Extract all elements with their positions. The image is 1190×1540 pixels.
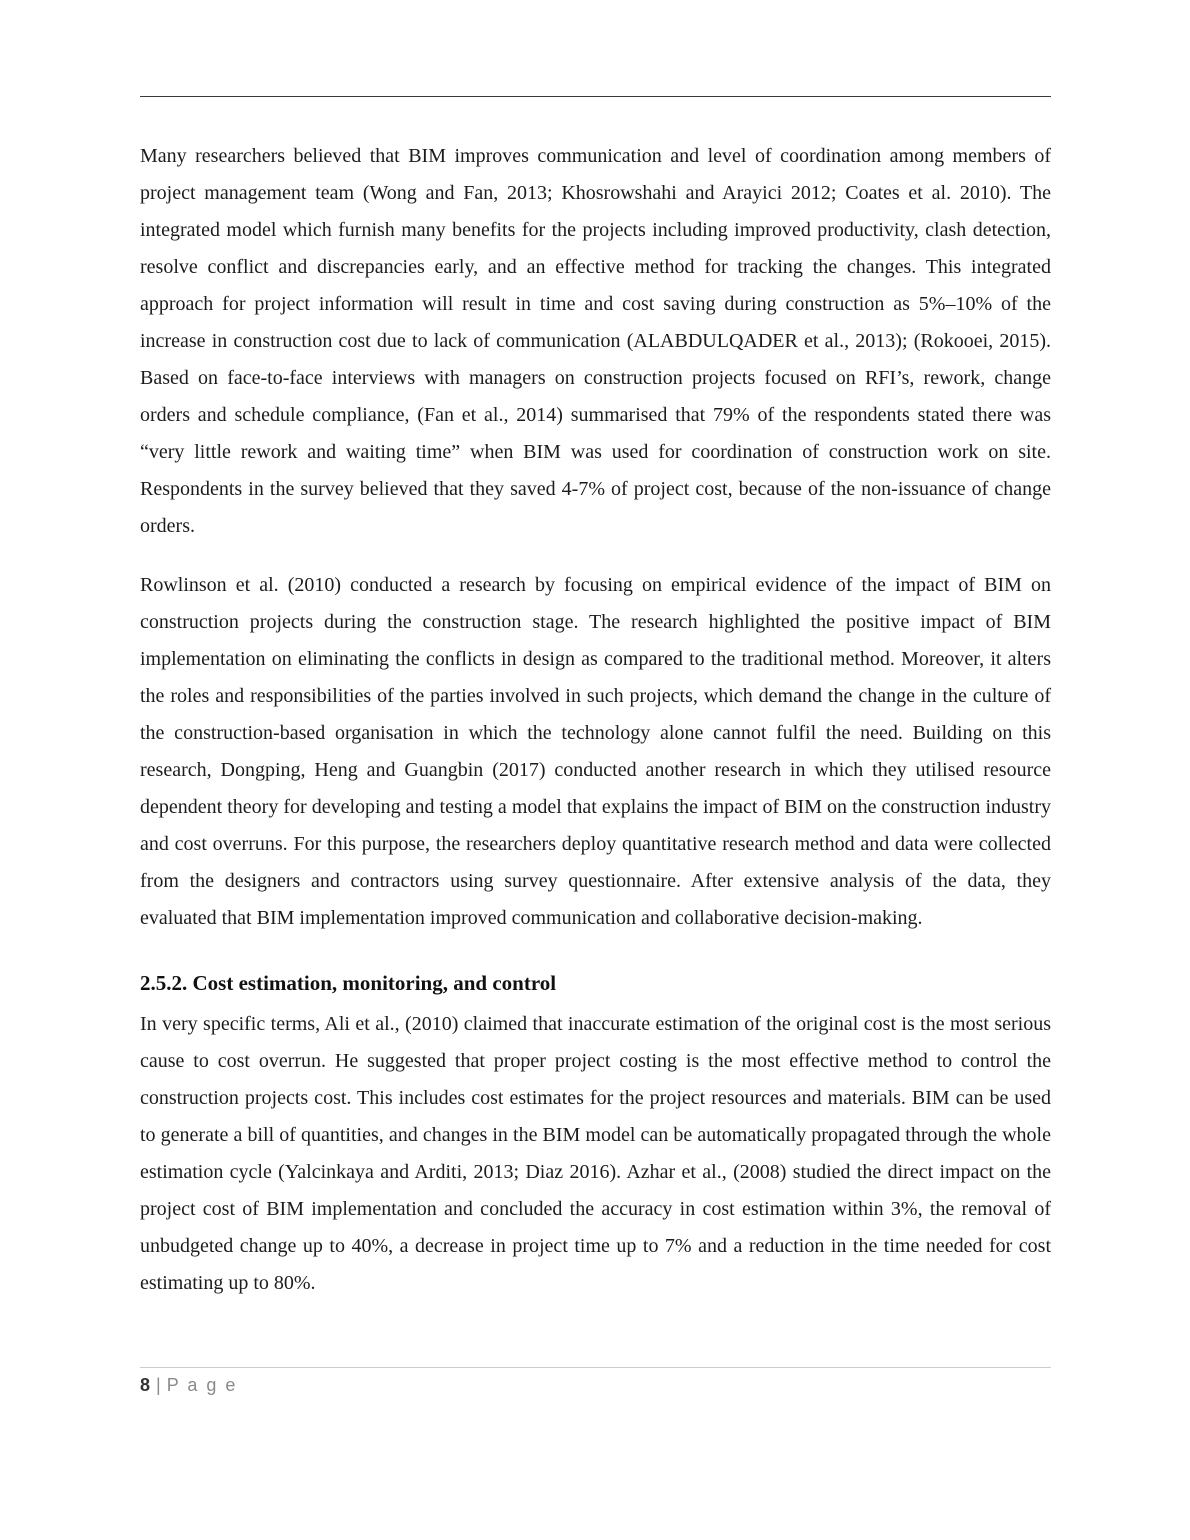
footer-separator: | xyxy=(156,1375,161,1395)
paragraph-cost-estimation: In very specific terms, Ali et al., (2010) claimed that inaccurate estimation of the original cost is the most serious cause to cost overrun. He suggested that proper project costing is the most effective method to control the construction projects cost. This includes cost estimates for the project resources and materials. BIM can be used to generate a bill of quantities, and changes in the BIM model can be automatically propagated through the whole estimation cycle (Yalcinkaya and Arditi, 2013; Diaz 2016). Azhar et al., (2008) studied the direct impact on the project cost of BIM implementation and concluded the accuracy in cost estimation within 3%, the removal of unbudgeted change up to 40%, a decrease in project time up to 7% and a reduction in the time needed for cost estimating up to 80%. xyxy=(140,1013,1051,1294)
paragraph-bim-communication: Many researchers believed that BIM improves communication and level of coordination among members of project management team (Wong and Fan, 2013; Khosrowshahi and Arayici 2012; Coates et al. 2010). The integrated model which furnish many benefits for the projects including improved productivity, clash detection, resolve conflict and discrepancies early, and an effective method for tracking the changes. This integrated approach for project information will result in time and cost saving during construction as 5%–10% of the increase in construction cost due to lack of communication (ALABDULQADER et al., 2013); (Rokooei, 2015). Based on face-to-face interviews with managers on construction projects focused on RFI’s, rework, change orders and schedule compliance, (Fan et al., 2014) summarised that 79% of the respondents stated there was “very little rework and waiting time” when BIM was used for coordination of construction work on site. Respondents in the survey believed that they saved 4-7% of project cost, because of the non-issuance of change orders. xyxy=(140,145,1051,537)
footer-rule xyxy=(140,1367,1051,1368)
page-footer xyxy=(140,1367,1051,1396)
page-number: 8 xyxy=(140,1375,151,1395)
page-content xyxy=(140,138,1051,1324)
header-rule xyxy=(140,96,1051,97)
paragraph-rowlinson-research: Rowlinson et al. (2010) conducted a research by focusing on empirical evidence of the impact of BIM on construction projects during the construction stage. The research highlighted the positive impact of BIM implementation on eliminating the conflicts in design as compared to the traditional method. Moreover, it alters the roles and responsibilities of the parties involved in such projects, which demand the change in the culture of the construction-based organisation in which the technology alone cannot fulfil the need. Building on this research, Dongping, Heng and Guangbin (2017) conducted another research in which they utilised resource dependent theory for developing and testing a model that explains the impact of BIM on the construction industry and cost overruns. For this purpose, the researchers deploy quantitative research method and data were collected from the designers and contractors using survey questionnaire. After extensive analysis of the data, they evaluated that BIM implementation improved communication and collaborative decision-making. xyxy=(140,574,1051,929)
section-heading: 2.5.2. Cost estimation, monitoring, and control xyxy=(140,971,557,995)
footer-text xyxy=(140,1375,1051,1396)
footer-page-label: P a g e xyxy=(166,1375,238,1395)
